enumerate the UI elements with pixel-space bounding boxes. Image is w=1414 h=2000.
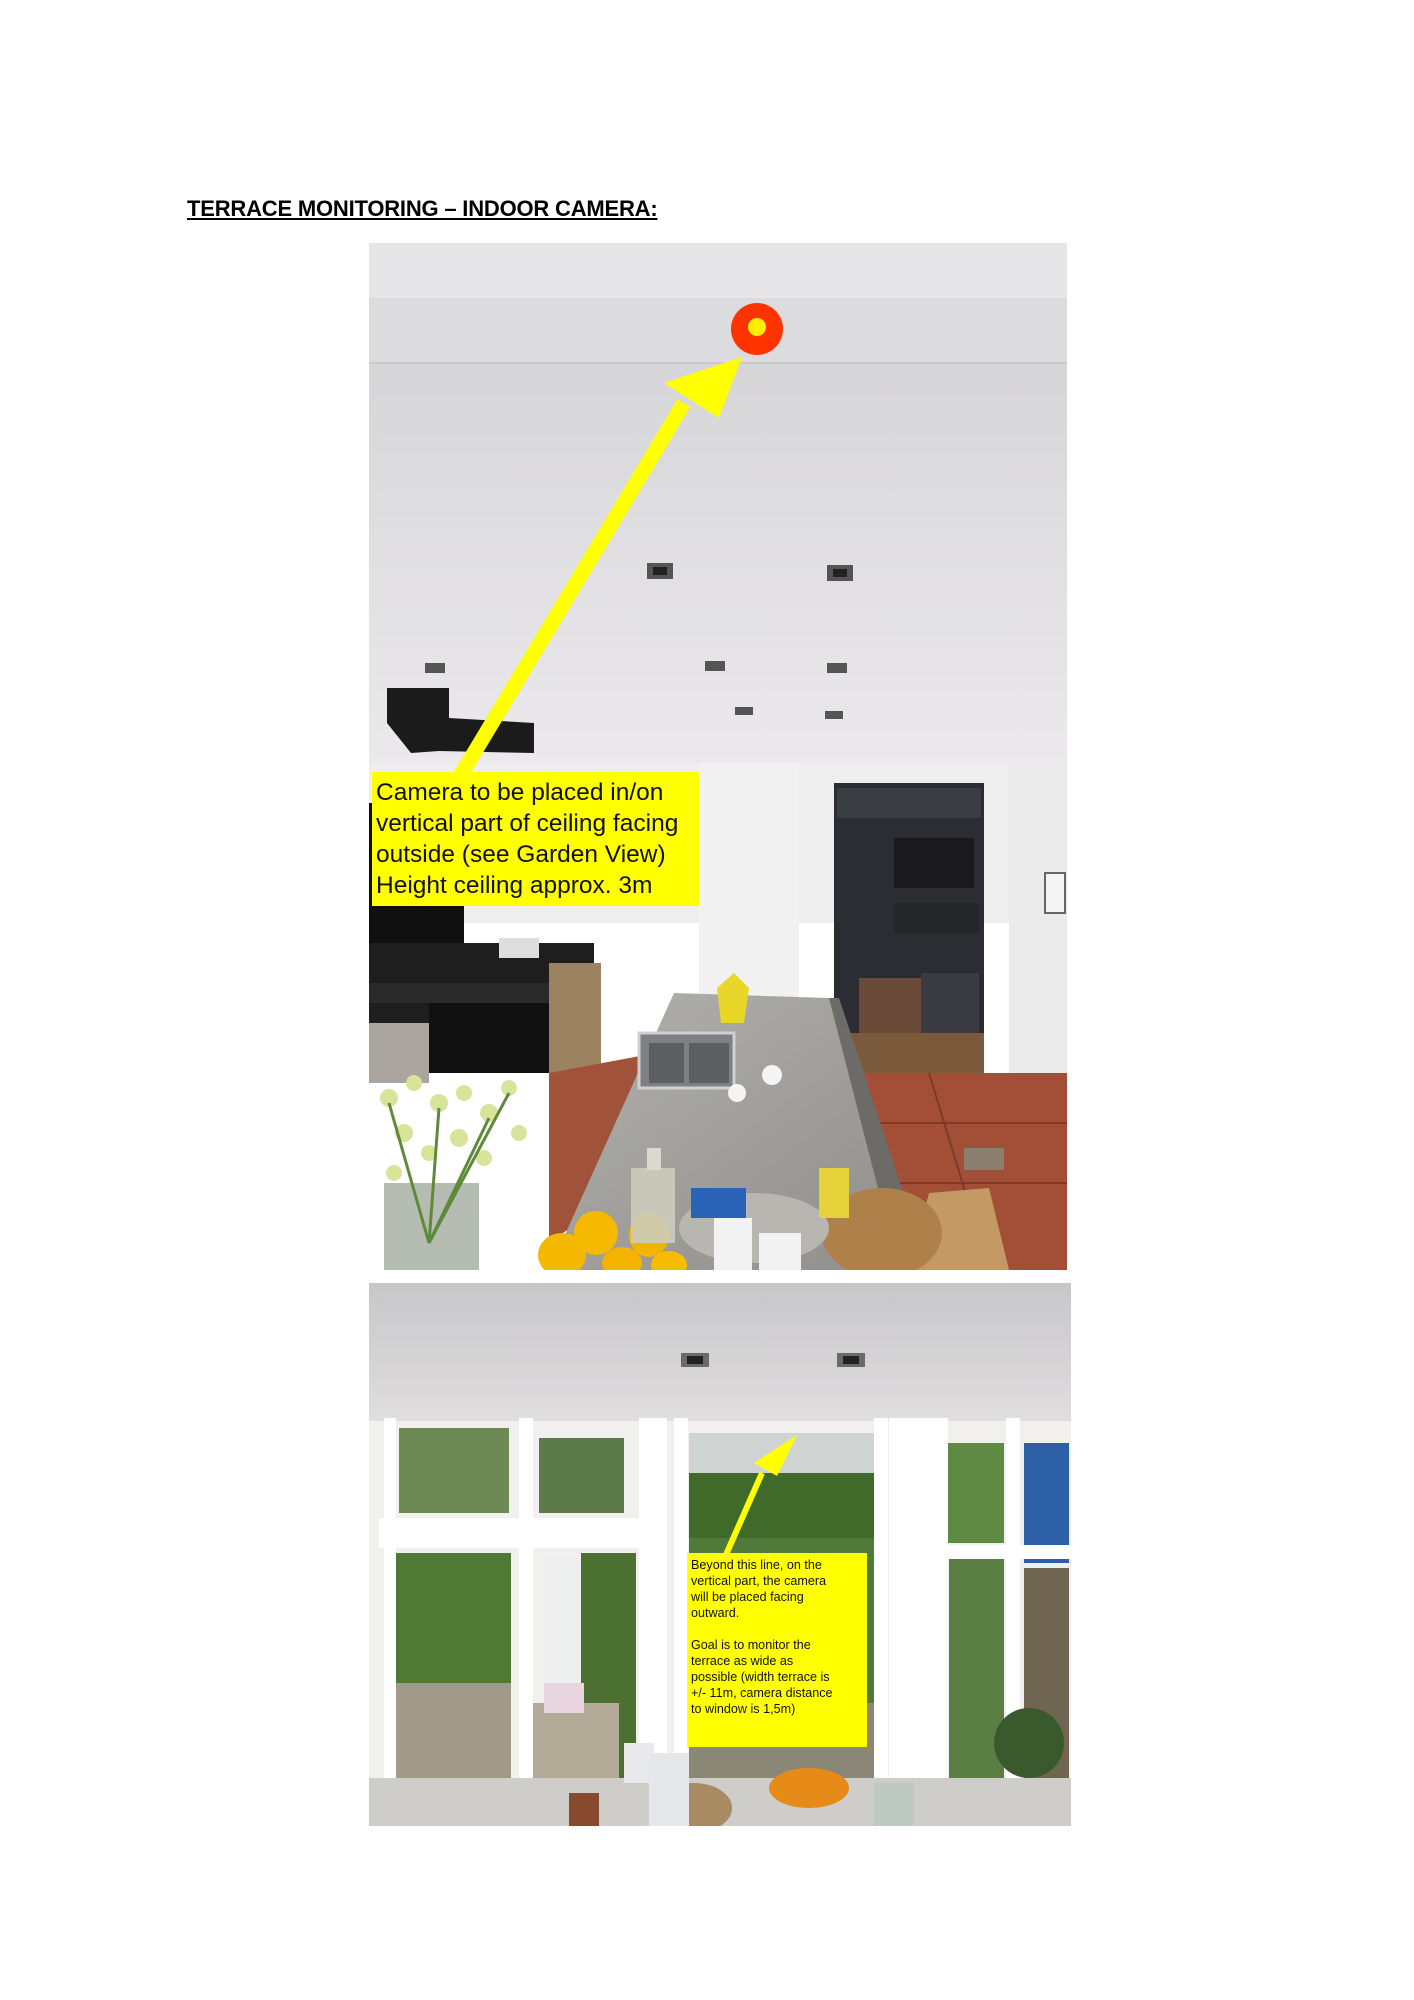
garden-view-photo [369,1283,1071,1826]
callout-line: Height ceiling approx. 3m [376,872,653,899]
callout-spacer [691,1621,865,1637]
callout-line: outward. [691,1606,740,1620]
kitchen-ceiling-photo [369,243,1067,1270]
callout-line: vertical part, the camera [691,1574,827,1588]
callout-line: to window is 1,5m) [691,1702,796,1716]
callout-line: vertical part of ceiling facing [376,810,679,837]
callout-line: will be placed facing [691,1590,804,1604]
kitchen-ceiling-image [369,243,1067,1270]
callout-line: +/- 11m, camera distance [691,1686,833,1700]
callout-line: possible (width terrace is [691,1670,830,1684]
target-dot-icon [731,303,783,355]
callout-line: Goal is to monitor the [691,1638,811,1652]
camera-placement-callout [372,772,699,906]
callout-line: Beyond this line, on the [691,1558,822,1572]
camera-goal-callout [687,1553,867,1747]
page-title: TERRACE MONITORING – INDOOR CAMERA: [187,196,658,221]
callout-line: Camera to be placed in/on [376,779,664,806]
callout-line: outside (see Garden View) [376,841,666,868]
callout-line: terrace as wide as [691,1654,794,1668]
